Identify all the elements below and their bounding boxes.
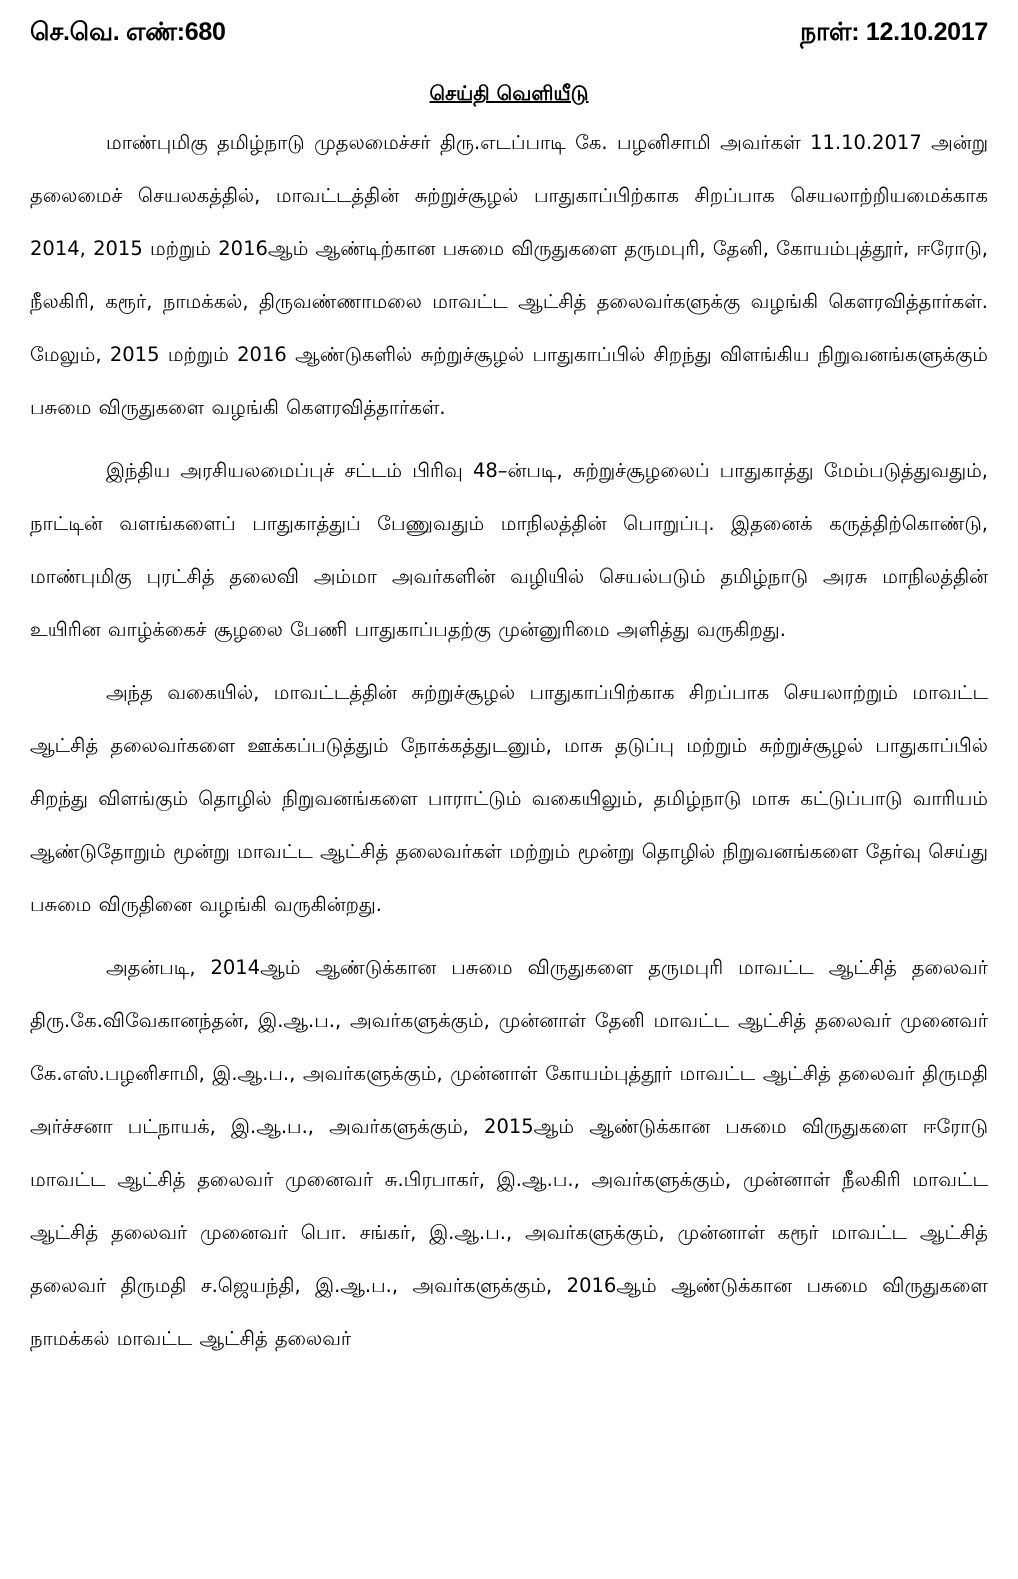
release-date: நாள்: 12.10.2017 — [800, 18, 988, 46]
paragraph-4: அதன்படி, 2014ஆம் ஆண்டுக்கான பசுமை விருதுகளை தருமபுரி மாவட்ட ஆட்சித் தலைவர் திரு.கே.விவேகானந்தன், இ.ஆ.ப., அவர்களுக்கும், முன்னாள் தேனி மாவட்ட ஆட்சித் தலைவர் முனைவர் கே.எஸ்.பழனிசாமி, இ.ஆ.ப., அவர்களுக்கும், முன்னாள் கோயம்புத்தூர் மாவட்ட ஆட்சித் தலைவர் திருமதி அர்ச்சனா பட்நாயக், இ.ஆ.ப., அவர்களுக்கும், 2015ஆம் ஆண்டுக்கான பசுமை விருதுகளை ஈரோடு மாவட்ட ஆட்சித் தலைவர் முனைவர் சு.பிரபாகர், இ.ஆ.ப., அவர்களுக்கும், முன்னாள் நீலகிரி மாவட்ட ஆட்சித் தலைவர் முனைவர் பொ. சங்கர், இ.ஆ.ப., அவர்களுக்கும், முன்னாள் கரூர் மாவட்ட ஆட்சித் தலைவர் திருமதி ச.ஜெயந்தி, இ.ஆ.ப., அவர்களுக்கும், 2016ஆம் ஆண்டுக்கான பசுமை விருதுகளை நாமக்கல் மாவட்ட ஆட்சித் தலைவர் — [30, 956, 988, 1350]
reference-number: செ.வெ. எண்:680 — [30, 18, 226, 46]
document-header — [30, 14, 988, 54]
paragraph-1: மாண்புமிகு தமிழ்நாடு முதலமைச்சர் திரு.எடப்பாடி கே. பழனிசாமி அவர்கள் 11.10.2017 அன்று தலைமைச் செயலகத்தில், மாவட்டத்தின் சுற்றுச்சூழல் பாதுகாப்பிற்காக சிறப்பாக செயலாற்றியமைக்காக 2014, 2015 மற்றும் 2016ஆம் ஆண்டிற்கான பசுமை விருதுகளை தருமபுரி, தேனி, கோயம்புத்தூர், ஈரோடு, நீலகிரி, கரூர், நாமக்கல், திருவண்ணாமலை மாவட்ட ஆட்சித் தலைவர்களுக்கு வழங்கி கௌரவித்தார்கள். மேலும், 2015 மற்றும் 2016 ஆண்டுகளில் சுற்றுச்சூழல் பாதுகாப்பில் சிறந்து விளங்கிய நிறுவனங்களுக்கும் பசுமை விருதுகளை வழங்கி கௌரவித்தார்கள். — [30, 131, 988, 419]
document-title: செய்தி வெளியீடு — [429, 81, 589, 105]
paragraph-3: அந்த வகையில், மாவட்டத்தின் சுற்றுச்சூழல் பாதுகாப்பிற்காக சிறப்பாக செயலாற்றும் மாவட்ட ஆட்சித் தலைவர்களை ஊக்கப்படுத்தும் நோக்கத்துடனும், மாசு தடுப்பு மற்றும் சுற்றுச்சூழல் பாதுகாப்பில் சிறந்து விளங்கும் தொழில் நிறுவனங்களை பாராட்டும் வகையிலும், தமிழ்நாடு மாசு கட்டுப்பாடு வாரியம் ஆண்டுதோறும் மூன்று மாவட்ட ஆட்சித் தலைவர்கள் மற்றும் மூன்று தொழில் நிறுவனங்களை தேர்வு செய்து பசுமை விருதினை வழங்கி வருகின்றது. — [30, 681, 988, 916]
paragraph-2: இந்திய அரசியலமைப்புச் சட்டம் பிரிவு 48–ன்படி, சுற்றுச்சூழலைப் பாதுகாத்து மேம்படுத்துவதும், நாட்டின் வளங்களைப் பாதுகாத்துப் பேணுவதும் மாநிலத்தின் பொறுப்பு. இதனைக் கருத்திற்கொண்டு, மாண்புமிகு புரட்சித் தலைவி அம்மா அவர்களின் வழியில் செயல்படும் தமிழ்நாடு அரசு மாநிலத்தின் உயிரின வாழ்க்கைச் சூழலை பேணி பாதுகாப்பதற்கு முன்னுரிமை அளித்து வருகிறது. — [30, 459, 988, 641]
